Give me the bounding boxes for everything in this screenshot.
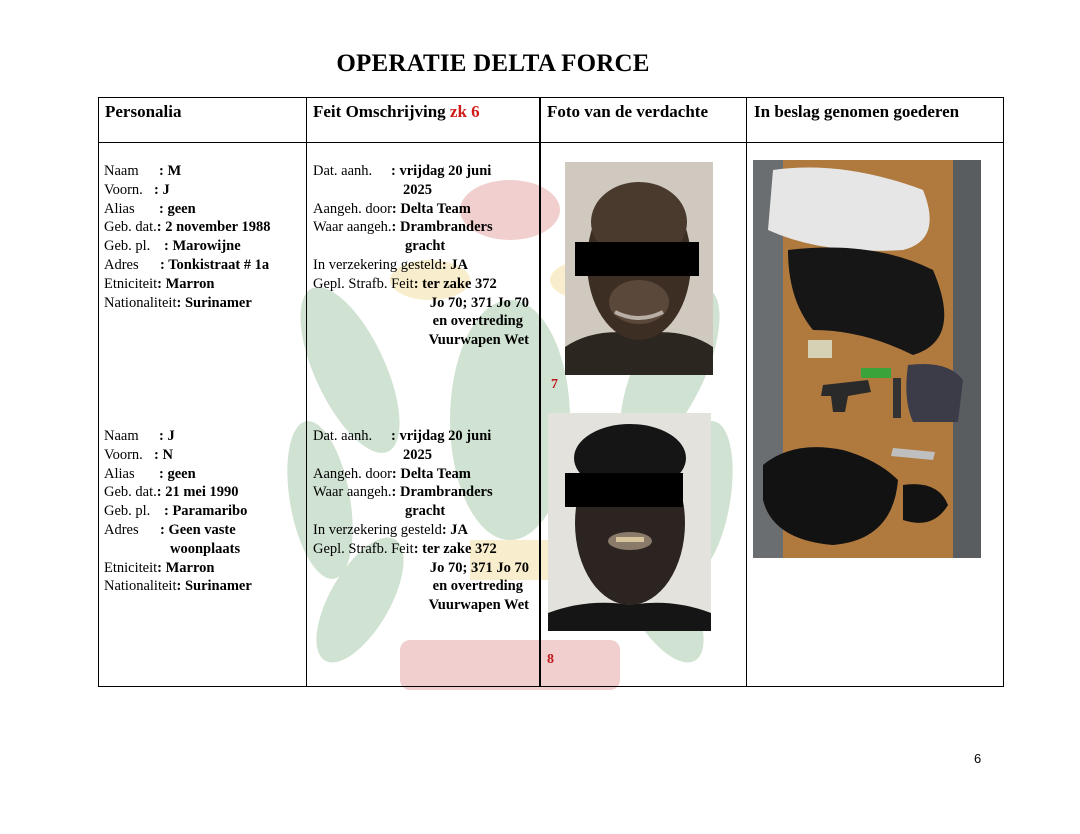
naam-label: Naam — [104, 163, 139, 179]
page-number: 6 — [974, 751, 982, 766]
suspect-2-feit — [313, 427, 535, 615]
strafb-value: : ter zake 372 — [413, 275, 497, 292]
header-foto: Foto van de verdachte — [547, 102, 709, 121]
waar-value: : Drambranders — [391, 219, 493, 236]
gebdat-value: : 21 mei 1990 — [156, 484, 239, 501]
alias-label: Alias — [104, 200, 135, 217]
gebpl-value: : Marowijne — [164, 238, 241, 255]
naam-value: : J — [159, 428, 175, 444]
suspect-1-feit — [313, 162, 535, 350]
gebpl-label: Geb. pl. — [104, 238, 151, 255]
gebpl-value: : Paramaribo — [164, 503, 248, 520]
confiscated-goods-photo — [753, 160, 981, 558]
strafb-cont-1: Jo 70; 371 Jo 70 — [429, 559, 529, 576]
voorn-label: Voorn. — [104, 446, 143, 463]
verzekering-value: : JA — [441, 256, 469, 273]
header-zk-number: zk 6 — [449, 102, 480, 121]
door-label: Aangeh. door — [313, 465, 392, 482]
nationaliteit-value: : Surinamer — [176, 578, 252, 595]
header-beslag: In beslag genomen goederen — [754, 102, 960, 121]
photo-number: 7 — [551, 377, 558, 392]
gebdat-label: Geb. dat. — [104, 219, 157, 236]
voorn-value: : J — [154, 181, 170, 198]
page-title: OPERATIE DELTA FORCE — [336, 50, 650, 77]
door-value: : Delta Team — [391, 200, 471, 217]
strafb-label: Gepl. Strafb. Feit — [313, 540, 414, 557]
gebdat-label: Geb. dat. — [104, 484, 157, 501]
strafb-cont-2: en overtreding — [432, 578, 523, 595]
alias-label: Alias — [104, 465, 135, 482]
waar-value: : Drambranders — [391, 484, 493, 501]
header-personalia: Personalia — [105, 102, 182, 121]
waar-value-cont: gracht — [405, 503, 446, 520]
suspect-2-personalia — [104, 427, 252, 596]
adres-value-cont: woonplaats — [170, 540, 241, 557]
waar-value-cont: gracht — [405, 238, 446, 255]
strafb-cont-1: Jo 70; 371 Jo 70 — [429, 294, 529, 311]
strafb-cont-2: en overtreding — [432, 313, 523, 330]
suspect-1-photo — [565, 162, 713, 375]
strafb-value: : ter zake 372 — [413, 540, 497, 557]
naam-value: : M — [159, 163, 182, 179]
header-feit-omschrijving — [313, 102, 480, 122]
nationaliteit-label: Nationaliteit — [104, 294, 177, 311]
waar-label: Waar aangeh. — [313, 484, 392, 501]
naam-label: Naam — [104, 428, 139, 444]
gebpl-label: Geb. pl. — [104, 503, 151, 520]
etniciteit-value: : Marron — [157, 559, 215, 576]
adres-value: : Tonkistraat # 1a — [160, 256, 270, 273]
waar-label: Waar aangeh. — [313, 219, 392, 236]
strafb-label: Gepl. Strafb. Feit — [313, 275, 414, 292]
verzekering-label: In verzekering gesteld — [313, 521, 442, 538]
voorn-value: : N — [154, 446, 173, 463]
etniciteit-label: Etniciteit — [104, 275, 158, 292]
dat-year: 2025 — [403, 446, 432, 463]
header-feit-label: Feit Omschrijving — [313, 102, 450, 121]
door-label: Aangeh. door — [313, 200, 392, 217]
gebdat-value: : 2 november 1988 — [156, 219, 271, 236]
verzekering-label: In verzekering gesteld — [313, 256, 442, 273]
adres-value: : Geen vaste — [160, 521, 236, 538]
alias-value: : geen — [159, 465, 196, 482]
dat-label: Dat. aanh. — [313, 163, 373, 179]
suspect-1-personalia — [104, 162, 270, 312]
verzekering-value: : JA — [441, 521, 469, 538]
face-censor-bar — [575, 242, 699, 276]
dat-value: : vrijdag 20 juni — [391, 163, 492, 179]
nationaliteit-label: Nationaliteit — [104, 578, 177, 595]
voorn-label: Voorn. — [104, 181, 143, 198]
dat-value: : vrijdag 20 juni — [391, 428, 492, 444]
suspect-2-photo — [548, 413, 711, 631]
photo-number: 8 — [547, 652, 554, 667]
face-censor-bar — [565, 473, 683, 507]
alias-value: : geen — [159, 200, 196, 217]
adres-label: Adres — [104, 521, 139, 538]
dat-year: 2025 — [403, 181, 432, 198]
strafb-cont-3: Vuurwapen Wet — [428, 332, 529, 349]
dat-label: Dat. aanh. — [313, 428, 373, 444]
nationaliteit-value: : Surinamer — [176, 294, 252, 311]
adres-label: Adres — [104, 256, 139, 273]
etniciteit-label: Etniciteit — [104, 559, 158, 576]
door-value: : Delta Team — [391, 465, 471, 482]
strafb-cont-3: Vuurwapen Wet — [428, 597, 529, 614]
etniciteit-value: : Marron — [157, 275, 215, 292]
